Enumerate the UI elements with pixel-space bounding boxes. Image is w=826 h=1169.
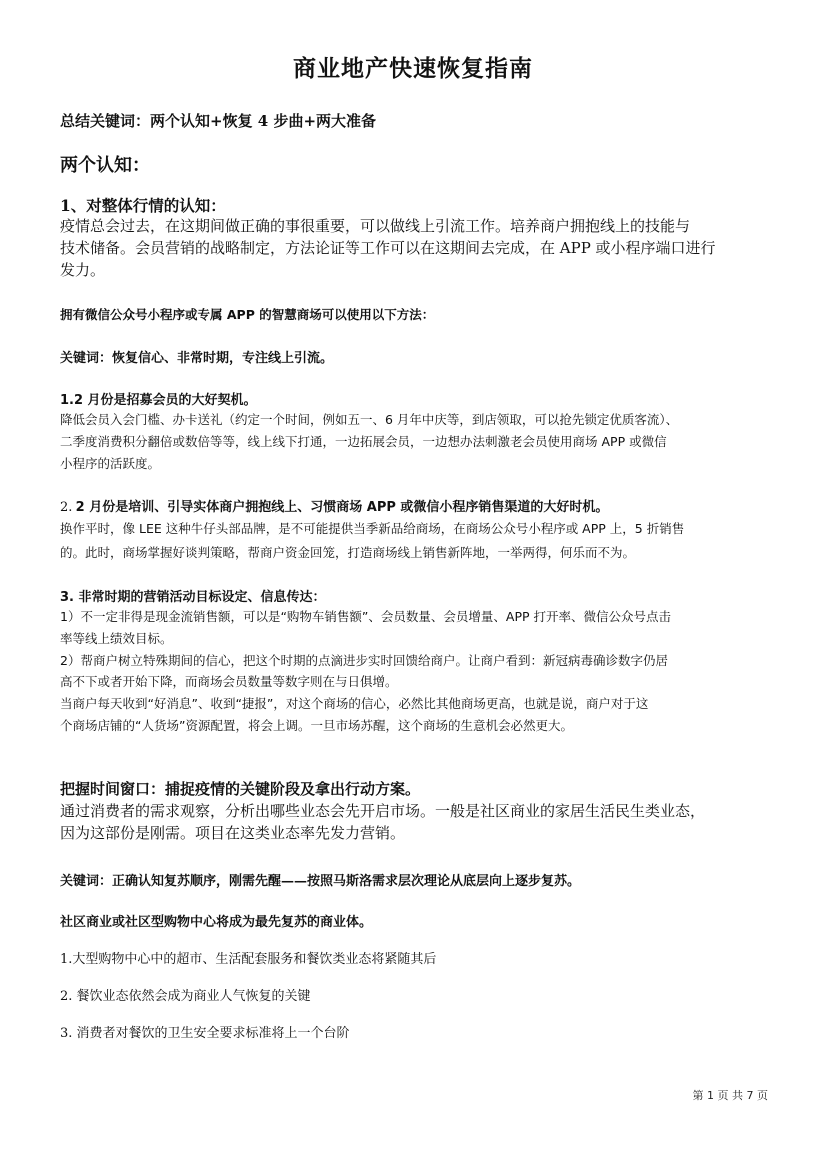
page-number-footer: 第 1 页 共 7 页 xyxy=(692,1089,768,1102)
section-heading-two-cognitions: 两个认知： xyxy=(60,155,150,176)
text-line: 因为这部份是刚需。项目在这类业态率先发力营销。 xyxy=(60,824,406,842)
cognition-1-paragraph xyxy=(60,215,775,281)
item-3-heading: 3. 非常时期的营销活动目标设定、信息传达： xyxy=(60,590,326,605)
text-line: 技术储备。会员营销的战略制定，方法论证等工作可以在这期间去完成，在 APP 或小程序端口进行 xyxy=(60,239,716,257)
text-line: 疫情总会过去，在这期间做正确的事很重要，可以做线上引流工作。培养商户拥抱线上的技能与 xyxy=(60,217,691,235)
text-line: 换作平时，像 LEE 这种牛仔头部品牌，是不可能提供当季新品给商场，在商场公众号小程序或 APP 上，5 折销售 xyxy=(60,521,685,536)
text-line: 小程序的活跃度。 xyxy=(60,456,161,471)
list-item-2: 2. 餐饮业态依然会成为商业人气恢复的关键 xyxy=(60,989,311,1004)
item-2-heading-text: 2 月份是培训、引导实体商户拥抱线上、习惯商场 APP 或微信小程序销售渠道的大好时机。 xyxy=(75,500,609,515)
text-line: 二季度消费积分翻倍或数倍等等，线上线下打通，一边拓展会员，一边想办法刺激老会员使用商场 APP 或微信 xyxy=(60,434,667,449)
text-line: 率等线上绩效目标。 xyxy=(60,630,173,646)
text-line: 发力。 xyxy=(60,261,106,279)
list-item-3: 3. 消费者对餐饮的卫生安全要求标准将上一个台阶 xyxy=(60,1026,350,1041)
text-line: 通过消费者的需求观察，分析出哪些业态会先开启市场。一般是社区商业的家居生活民生类业态， xyxy=(60,802,706,820)
item-2-heading xyxy=(60,496,608,515)
text-line: 1）不一定非得是现金流销售额，可以是“购物车销售额”、会员数量、会员增量、APP 打开率、微信公众号点击 xyxy=(60,609,672,624)
text-line: 个商场店铺的“人货场”资源配置，将会上调。一旦市场苏醒，这个商场的生意机会必然更大。 xyxy=(60,717,573,733)
item-2-number: 2. xyxy=(60,500,73,515)
item-1-heading: 1.2 月份是招募会员的大好契机。 xyxy=(60,393,257,408)
summary-keywords: 总结关键词：两个认知+恢复 4 步曲+两大准备 xyxy=(60,112,377,130)
time-window-heading: 把握时间窗口：捕捉疫情的关键阶段及拿出行动方案。 xyxy=(60,780,421,798)
keywords-2: 关键词：正确认知复苏顺序，刚需先醒——按照马斯洛需求层次理论从底层向上逐步复苏。 xyxy=(60,874,581,889)
document-title: 商业地产快速恢复指南 xyxy=(293,56,533,82)
item-1-paragraph xyxy=(60,409,775,475)
keywords-1: 关键词：恢复信心、非常时期，专注线上引流。 xyxy=(60,351,334,366)
item-2-paragraph xyxy=(60,517,775,565)
community-commerce-heading: 社区商业或社区型购物中心将成为最先复苏的商业体。 xyxy=(60,915,373,930)
text-line: 2）帮商户树立特殊期间的信心，把这个时期的点滴进步实时回馈给商户。让商户看到：新冠病毒确诊数字仍居 xyxy=(60,652,668,668)
list-item-1: 1.大型购物中心中的超市、生活配套服务和餐饮类业态将紧随其后 xyxy=(60,952,437,967)
item-3-paragraph xyxy=(60,606,775,737)
wechat-methods-heading: 拥有微信公众号小程序或专属 APP 的智慧商场可以使用以下方法： xyxy=(60,307,435,322)
cognition-1-heading: 1、对整体行情的认知： xyxy=(60,196,226,215)
text-line: 降低会员入会门槛、办卡送礼（约定一个时间，例如五一、6 月年中庆等，到店领取，可以抢先锁定优质客流）、 xyxy=(60,412,679,427)
text-line: 的。此时，商场掌握好谈判策略，帮商户资金回笼，打造商场线上销售新阵地，一举两得，何乐而不为。 xyxy=(60,545,636,560)
text-line: 当商户每天收到“好消息”、收到“捷报”，对这个商场的信心，必然比其他商场更高，也就是说，商户对于这 xyxy=(60,696,649,712)
time-window-paragraph xyxy=(60,800,775,844)
text-line: 高不下或者开始下降，而商场会员数量等数字则在与日俱增。 xyxy=(60,674,398,690)
